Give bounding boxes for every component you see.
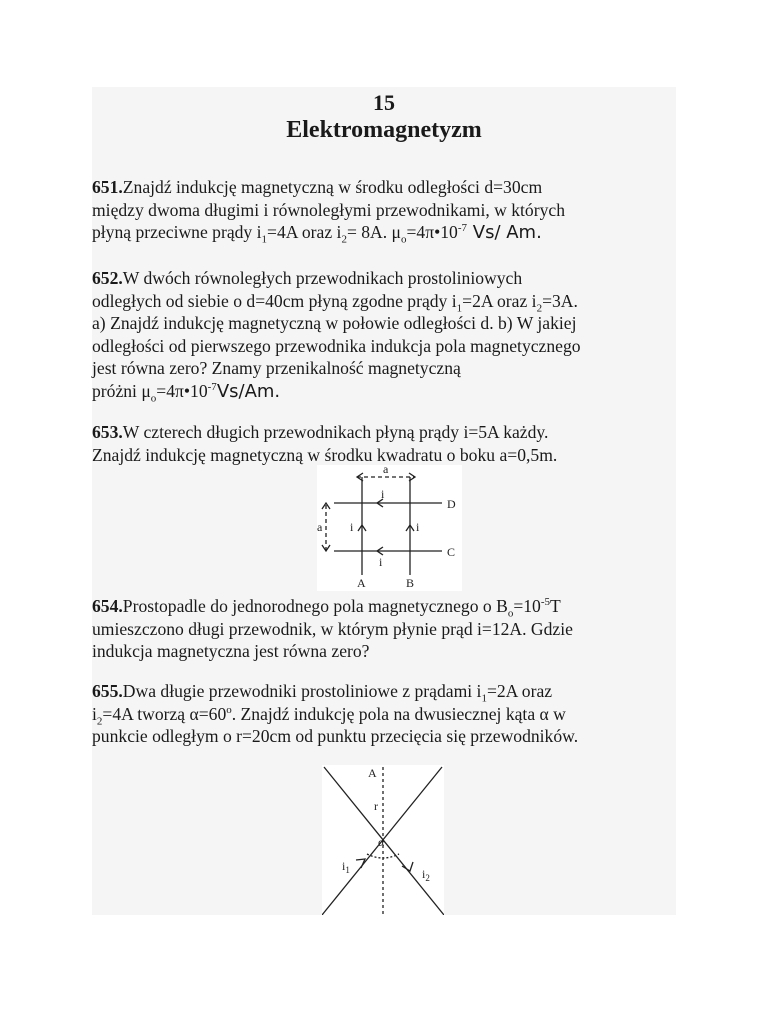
problem-654: 654.Prostopadle do jednorodnego pola magnetycznego o $B_o=10^{-5}T$ umieszczono długi przewodnik, w którym płynie prąd i=12A. Gdzie indukcja magnetyczna jest równa zero? — [92, 596, 573, 661]
document-page — [92, 87, 676, 915]
crossing-conductors-figure — [322, 765, 444, 915]
label-alpha: α — [378, 835, 385, 849]
problem-number: 652. — [92, 268, 123, 288]
problem-651: 651.Znajdź indukcję magnetyczną w środku odległości d=30cm między dwoma długimi i równoległymi przewodnikami, w których płyną przeciwne prądy $i_1=4A$ oraz $i_2= 8A$. $\mu_o=4\pi•10^{-7}$ Vs/ Am. — [92, 177, 565, 246]
label-a-left: a — [317, 520, 323, 534]
label-r: r — [374, 799, 378, 813]
problem-653: 653.W czterech długich przewodnikach płyną prądy i=5A każdy. Znajdź indukcję magnetyczną w środku kwadratu o boku a=0,5m. — [92, 422, 558, 465]
chapter-number: 15 — [373, 90, 395, 115]
label-A: A — [357, 576, 366, 590]
square-conductors-figure — [317, 465, 462, 591]
label-i-right: i — [416, 520, 420, 534]
label-D: D — [447, 497, 456, 511]
problem-652: 652.W dwóch równoległych przewodnikach prostoliniowych odległych od siebie o d=40cm płyną zgodne prądy $i_1=2A$ oraz $i_2=3A$. a) Znajdź indukcję magnetyczną w połowie odległości d. b) W jakiej odległości od pierwszego przewodnika indukcja pola magnetycznego jest równa zero? Znamy przenikalność magnetyczną próżni $\mu_o=4\pi•10^{-7}Vs/Am$. — [92, 268, 581, 405]
label-C: C — [447, 545, 456, 559]
problem-number: 655. — [92, 681, 123, 701]
label-a-top: a — [383, 465, 389, 476]
problem-number: 651. — [92, 177, 123, 197]
label-i-left: i — [350, 520, 354, 534]
label-i-bottom: i — [379, 555, 383, 569]
label-i-top: i — [381, 487, 385, 501]
problem-655: 655.Dwa długie przewodniki prostoliniowe z prądami $i_1=2A$ oraz $i_2=4A$ tworzą $\alpha=60^o$. Znajdź indukcję pola na dwusiecznej kąta α w punkcie odległym o r=20cm od punktu przecięcia się przewodników. — [92, 681, 579, 746]
problem-number: 654. — [92, 596, 123, 616]
chapter-title: Elektromagnetyzm — [286, 117, 482, 143]
label-i2: $i_2$ — [422, 867, 430, 883]
problem-number: 653. — [92, 422, 123, 442]
label-B: B — [406, 576, 415, 590]
label-A: A — [368, 766, 377, 780]
label-i1: $i_1$ — [342, 859, 350, 875]
